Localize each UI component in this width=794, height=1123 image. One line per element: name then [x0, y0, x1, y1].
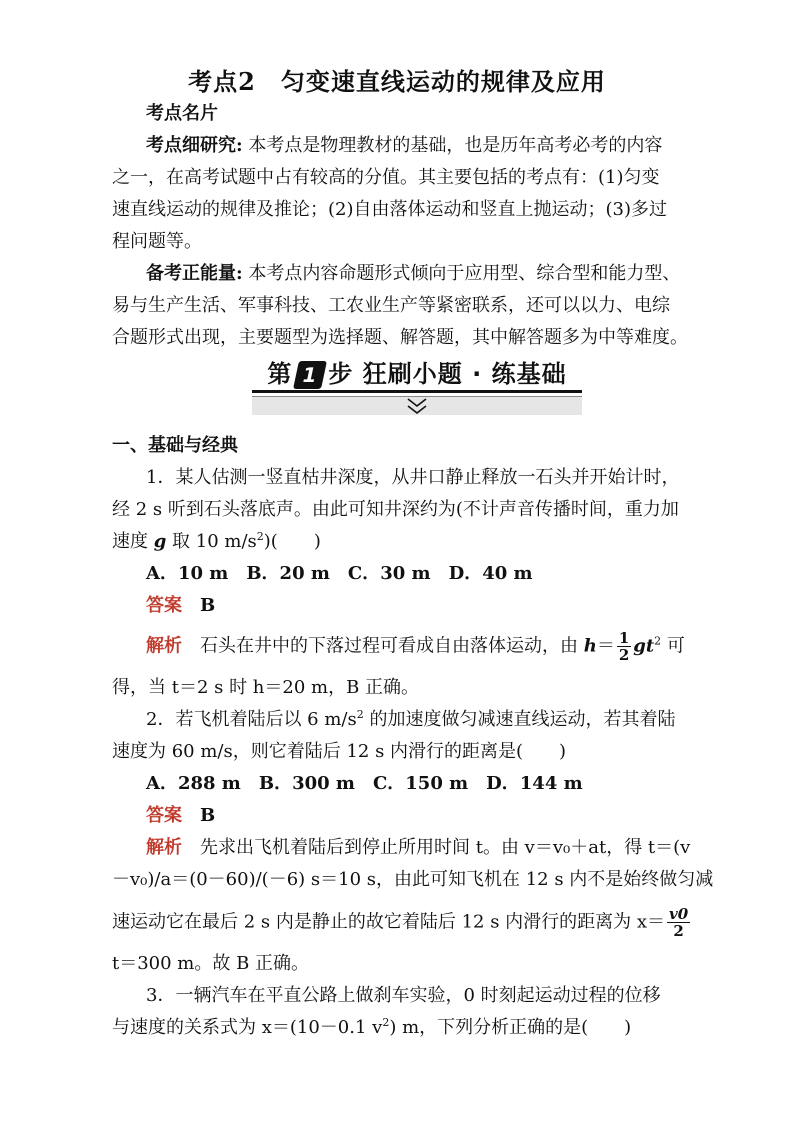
q2-frac-top: v0 — [669, 905, 689, 923]
q1-frac-bottom: 2 — [618, 646, 630, 664]
para2-line3: 合题形式出现，主要题型为选择题、解答题，其中解答题多为中等难度。 — [112, 327, 688, 348]
step-banner — [252, 352, 582, 418]
q1-options: A．10 m B．20 m C．30 m D．40 m — [146, 563, 533, 584]
q1-analysis-label: 解析 — [146, 635, 182, 657]
q1-fraction — [617, 630, 631, 663]
q3-l2-sup: 2 — [382, 1016, 390, 1029]
q2-options: A．288 m B．300 m C．150 m D．144 m — [146, 773, 583, 794]
card-heading: 考点名片 — [146, 103, 218, 124]
q2-frac-bottom: 2 — [673, 922, 684, 940]
q2-line1 — [146, 704, 726, 736]
para1-line1 — [146, 130, 726, 162]
q3-line2 — [112, 1012, 692, 1044]
q3-l2b: ) m，下列分析正确的是( ) — [389, 1017, 632, 1038]
para1-label: 考点细研究: — [146, 135, 243, 156]
q1-l3b: 取 10 m/s — [166, 531, 257, 552]
q2-answer — [146, 800, 726, 832]
q1-frac-top: 1 — [618, 629, 630, 647]
q2-l1b: 的加速度做匀减速直线运动，若其着陆 — [363, 709, 676, 730]
page-title: 考点2 匀变速直线运动的规律及应用 — [188, 67, 606, 96]
q2-analysis-l1: 先求出飞机着陆后到停止所用时间 t。由 v＝v₀＋at，得 t＝(v — [200, 837, 691, 858]
q1-gravity-symbol: g — [153, 531, 167, 552]
q1-l3-sup: 2 — [256, 530, 264, 543]
q2-fraction — [667, 906, 690, 939]
banner-pre: 第 — [267, 360, 293, 388]
q2-analysis-label: 解析 — [146, 837, 182, 858]
double-chevron-down-icon — [405, 396, 429, 416]
q1-l3c: )( ) — [263, 531, 321, 552]
step-number-badge: 1 — [293, 361, 327, 389]
q2-analysis-l3a: 速运动它在最后 2 s 内是静止的故它着陆后 12 s 内滑行的距离为 x＝ — [112, 911, 666, 933]
banner-rule — [252, 390, 582, 393]
q2-line2: 速度为 60 m/s，则它着陆后 12 s 内滑行的距离是( ) — [112, 741, 567, 762]
q1-h-symbol: h — [583, 635, 597, 657]
q1-gt-symbol: gt — [633, 635, 655, 657]
q1-analysis-sup: 2 — [654, 634, 662, 648]
para2-line2: 易与生产生活、军事科技、工农业生产等紧密联系，还可以以力、电综 — [112, 295, 670, 316]
banner-title — [252, 354, 582, 389]
q3-l2a: 与速度的关系式为 x＝(10－0.1 v — [112, 1017, 383, 1038]
para1-line2: 之一，在高考试题中占有较高的分值。其主要包括的考点有：(1)匀变 — [112, 167, 660, 188]
para1-text-l1: 本考点是物理教材的基础，也是历年高考必考的内容 — [242, 135, 663, 156]
q2-l1a: 2．若飞机着陆后以 6 m/s — [146, 709, 357, 730]
q1-analysis-l1a: 石头在井中的下落过程可看成自由落体运动，由 — [200, 635, 584, 657]
q1-analysis-line1 — [146, 630, 726, 663]
q2-answer-value: B — [200, 805, 216, 826]
q1-answer-label: 答案 — [146, 595, 182, 616]
q2-analysis-line4: t＝300 m。故 B 正确。 — [112, 953, 310, 974]
para1-line3: 速直线运动的规律及推论；(2)自由落体运动和竖直上抛运动；(3)多过 — [112, 199, 667, 220]
q1-l3a: 速度 — [112, 531, 154, 552]
q2-l1-sup: 2 — [356, 708, 364, 721]
para2-line1 — [146, 258, 726, 290]
q1-eq-sign: ＝ — [596, 635, 615, 657]
q1-answer — [146, 590, 726, 622]
q1-line3 — [112, 526, 692, 558]
q2-analysis-line1 — [146, 832, 726, 864]
banner-post: 步 狂刷小题 · 练基础 — [328, 360, 567, 388]
para2-label: 备考正能量: — [146, 263, 243, 284]
q1-line2: 经 2 s 听到石头落底声。由此可知井深约为(不计声音传播时间，重力加 — [112, 499, 679, 520]
q2-answer-label: 答案 — [146, 805, 182, 826]
q1-analysis-line2: 得，当 t＝2 s 时 h＝20 m，B 正确。 — [112, 677, 420, 698]
para1-line4: 程问题等。 — [112, 231, 202, 252]
q1-answer-value: B — [200, 595, 216, 616]
section-heading: 一、基础与经典 — [112, 435, 238, 456]
para2-text-l1: 本考点内容命题形式倾向于应用型、综合型和能力型、 — [242, 263, 681, 284]
q1-line1: 1．某人估测一竖直枯井深度，从井口静止释放一石头并开始计时， — [146, 467, 680, 488]
q1-analysis-l1b: 可 — [661, 635, 685, 657]
q2-analysis-line2: －v₀)/a＝(0－60)/(－6) s＝10 s，由此可知飞机在 12 s 内不是始终做匀减 — [112, 869, 714, 890]
q2-analysis-line3 — [112, 906, 692, 939]
q3-line1: 3．一辆汽车在平直公路上做刹车实验，0 时刻起运动过程的位移 — [146, 985, 661, 1006]
